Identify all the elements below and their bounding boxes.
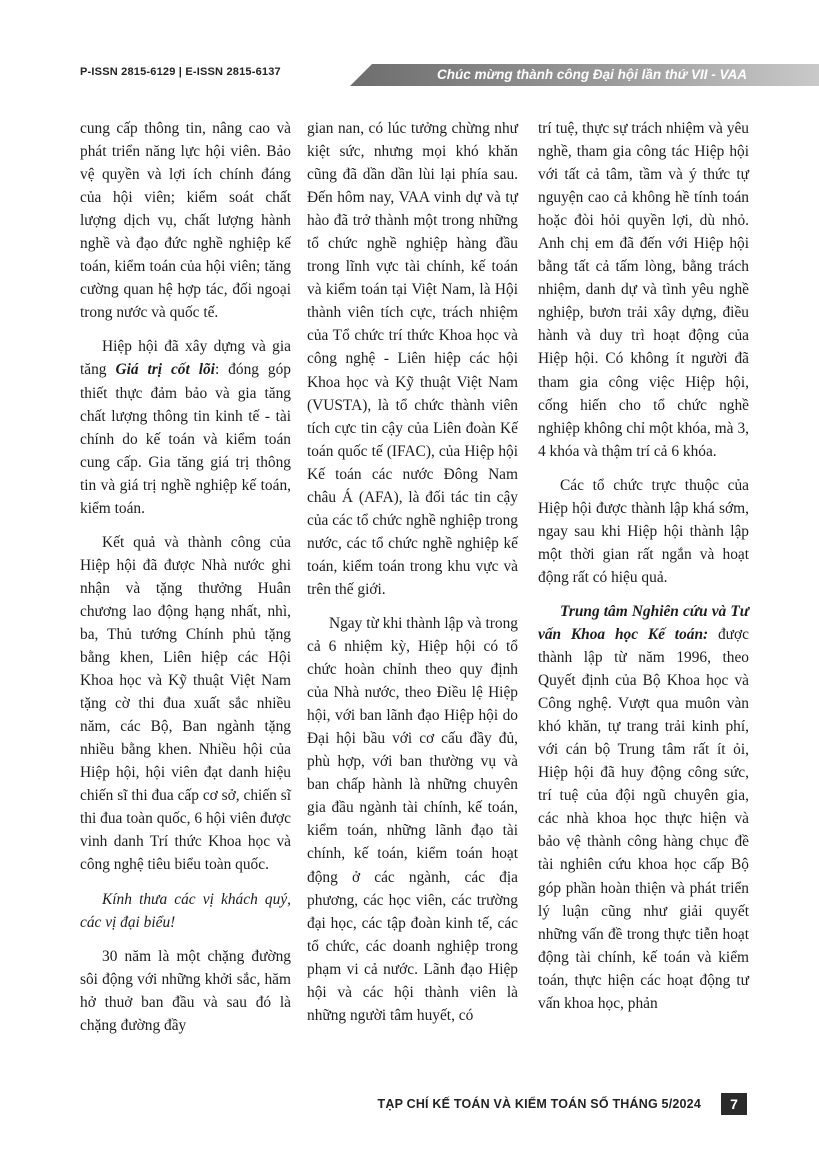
journal-name: TẠP CHÍ KẾ TOÁN VÀ KIỂM TOÁN SỐ THÁNG 5/2024 xyxy=(377,1097,701,1111)
page-header xyxy=(0,58,819,88)
text-column-1 xyxy=(80,117,291,1048)
text-column-3 xyxy=(538,117,749,1026)
section-heading: Trung tâm Nghiên cứu và Tư vấn Khoa học Kế toán: xyxy=(538,602,749,643)
paragraph: trí tuệ, thực sự trách nhiệm và yêu nghề, tham gia công tác Hiệp hội với tất cả tâm, tầm và ý thức tự nguyện cao cả không hề tính toán hoặc đòi hỏi quyền lợi, dù nhỏ. Anh chị em đã đến với Hiệp hội bằng tất cả tấm lòng, bằng trách nhiệm, danh dự và tình yêu nghề nghiệp, bươn trải xây dựng, điều hành và duy trì hoạt động của Hiệp hội. Có không ít người đã tham gia công việc Hiệp hội, cống hiến cho tổ chức nghề nghiệp không chỉ một khóa, mà 3, 4 khóa và thậm trí cả 6 khóa. xyxy=(538,120,749,460)
paragraph: Ngay từ khi thành lập và trong cả 6 nhiệm kỳ, Hiệp hội có tổ chức hoàn chỉnh theo quy định của Nhà nước, theo Điều lệ Hiệp hội, với ban lãnh đạo Hiệp hội do Đại hội bầu với cơ cấu đầy đủ, phù hợp, với ban thường vụ và ban chấp hành là những chuyên gia đầu ngành tài chính, kế toán, kiểm toán, những lãnh đạo tài chính, kế toán, kiểm toán hoạt động ở các ngành, các địa phương, các học viên, các trường đại học, các tập đoàn kinh tế, các tổ chức, các doanh nghiệp trong phạm vi cả nước. Lãnh đạo Hiệp hội và các hội thành viên là những người tâm huyết, có xyxy=(307,614,518,1024)
text-column-2 xyxy=(307,117,518,1038)
emphasis-text: Giá trị cốt lõi xyxy=(115,361,215,379)
page-number: 7 xyxy=(721,1093,747,1115)
salutation: Kính thưa các vị khách quý, các vị đại biểu! xyxy=(80,890,291,931)
text-run: Hiệp hội đã xây dựng và gia tăng xyxy=(80,338,291,379)
text-run: được thành lập từ năm 1996, theo Quyết định của Bộ Khoa học và Công nghệ. Vượt qua muôn vàn khó khăn, tự trang trải kinh phí, với cán bộ Trung tâm rất ít ỏi, Hiệp hội đã huy động công sức, trí tuệ của đội ngũ chuyên gia, các nhà khoa học thực hiện và bảo vệ thành công hàng chục đề tài nghiên cứu khoa học cấp Bộ góp phần hoàn thiện và phát triển lý luận cũng như giải quyết những vấn đề trong thực tiễn hoạt động tài chính, kế toán và kiểm toán, thực hiện các hoạt động tư vấn khoa học, phản xyxy=(538,625,749,1012)
paragraph: gian nan, có lúc tưởng chừng như kiệt sức, nhưng mọi khó khăn cũng đã dần dần lùi lại phía sau. Đến hôm nay, VAA vinh dự và tự hào đã trở thành một trong những tổ chức nghề nghiệp hàng đầu trong lĩnh vực tài chính, kế toán và kiểm toán tại Việt Nam, là Hội thành viên tích cực, trách nhiệm của Tổ chức trí thức Khoa học và công nghệ - Liên hiệp các hội Khoa học và Kỹ thuật Việt Nam (VUSTA), là tổ chức thành viên tích cực tin cậy của Liên đoàn Kế toán quốc tế (IFAC), của Hiệp hội Kế toán các nước Đông Nam châu Á (AFA), là đối tác tin cậy của các tổ chức nghề nghiệp trong nước, các tổ chức nghề nghiệp kế toán, kiểm toán trong khu vực và trên thế giới. xyxy=(307,120,518,598)
paragraph xyxy=(80,335,291,519)
page-footer xyxy=(0,1090,819,1120)
paragraph: Kết quả và thành công của Hiệp hội đã được Nhà nước ghi nhận và tặng thưởng Huân chương lao động hạng nhất, nhì, ba, Thủ tướng Chính phủ tặng bằng khen, Liên hiệp các Hội Khoa học và Kỹ thuật Việt Nam tặng cờ thi đua xuất sắc nhiều năm, các Bộ, Ban ngành tặng nhiều bằng khen. Nhiều hội của Hiệp hội, hội viên đạt danh hiệu chiến sĩ thi đua cấp cơ sở, chiến sĩ thi đua toàn quốc, 6 hội viên được vinh danh Trí thức Khoa học và công nghệ tiêu biểu toàn quốc. xyxy=(80,533,291,874)
issn-label: P-ISSN 2815-6129 | E-ISSN 2815-6137 xyxy=(80,66,281,78)
paragraph: cung cấp thông tin, nâng cao và phát triển năng lực hội viên. Bảo vệ quyền và lợi ích chính đáng của hội viên; kiểm soát chất lượng dịch vụ, chất lượng hành nghề và đạo đức nghề nghiệp kế toán, kiểm toán của hội viên; tăng cường quan hệ hợp tác, đối ngoại trong nước và quốc tế. xyxy=(80,120,291,322)
paragraph: Các tổ chức trực thuộc của Hiệp hội được thành lập khá sớm, ngay sau khi Hiệp hội thành lập một thời gian rất ngắn và hoạt động rất có hiệu quả. xyxy=(538,476,749,586)
header-title: Chúc mừng thành công Đại hội lần thứ VII - VAA xyxy=(436,67,747,82)
text-run: : đóng góp thiết thực đảm bảo và gia tăng chất lượng thông tin kinh tế - tài chính do kế toán và kiểm toán cung cấp. Gia tăng giá trị thông tin và giá trị nghề nghiệp kế toán, kiểm toán. xyxy=(80,361,291,517)
paragraph xyxy=(538,600,749,1015)
paragraph: 30 năm là một chặng đường sôi động với những khởi sắc, hăm hở thuở ban đầu và sau đó là chặng đường đầy xyxy=(80,947,291,1034)
